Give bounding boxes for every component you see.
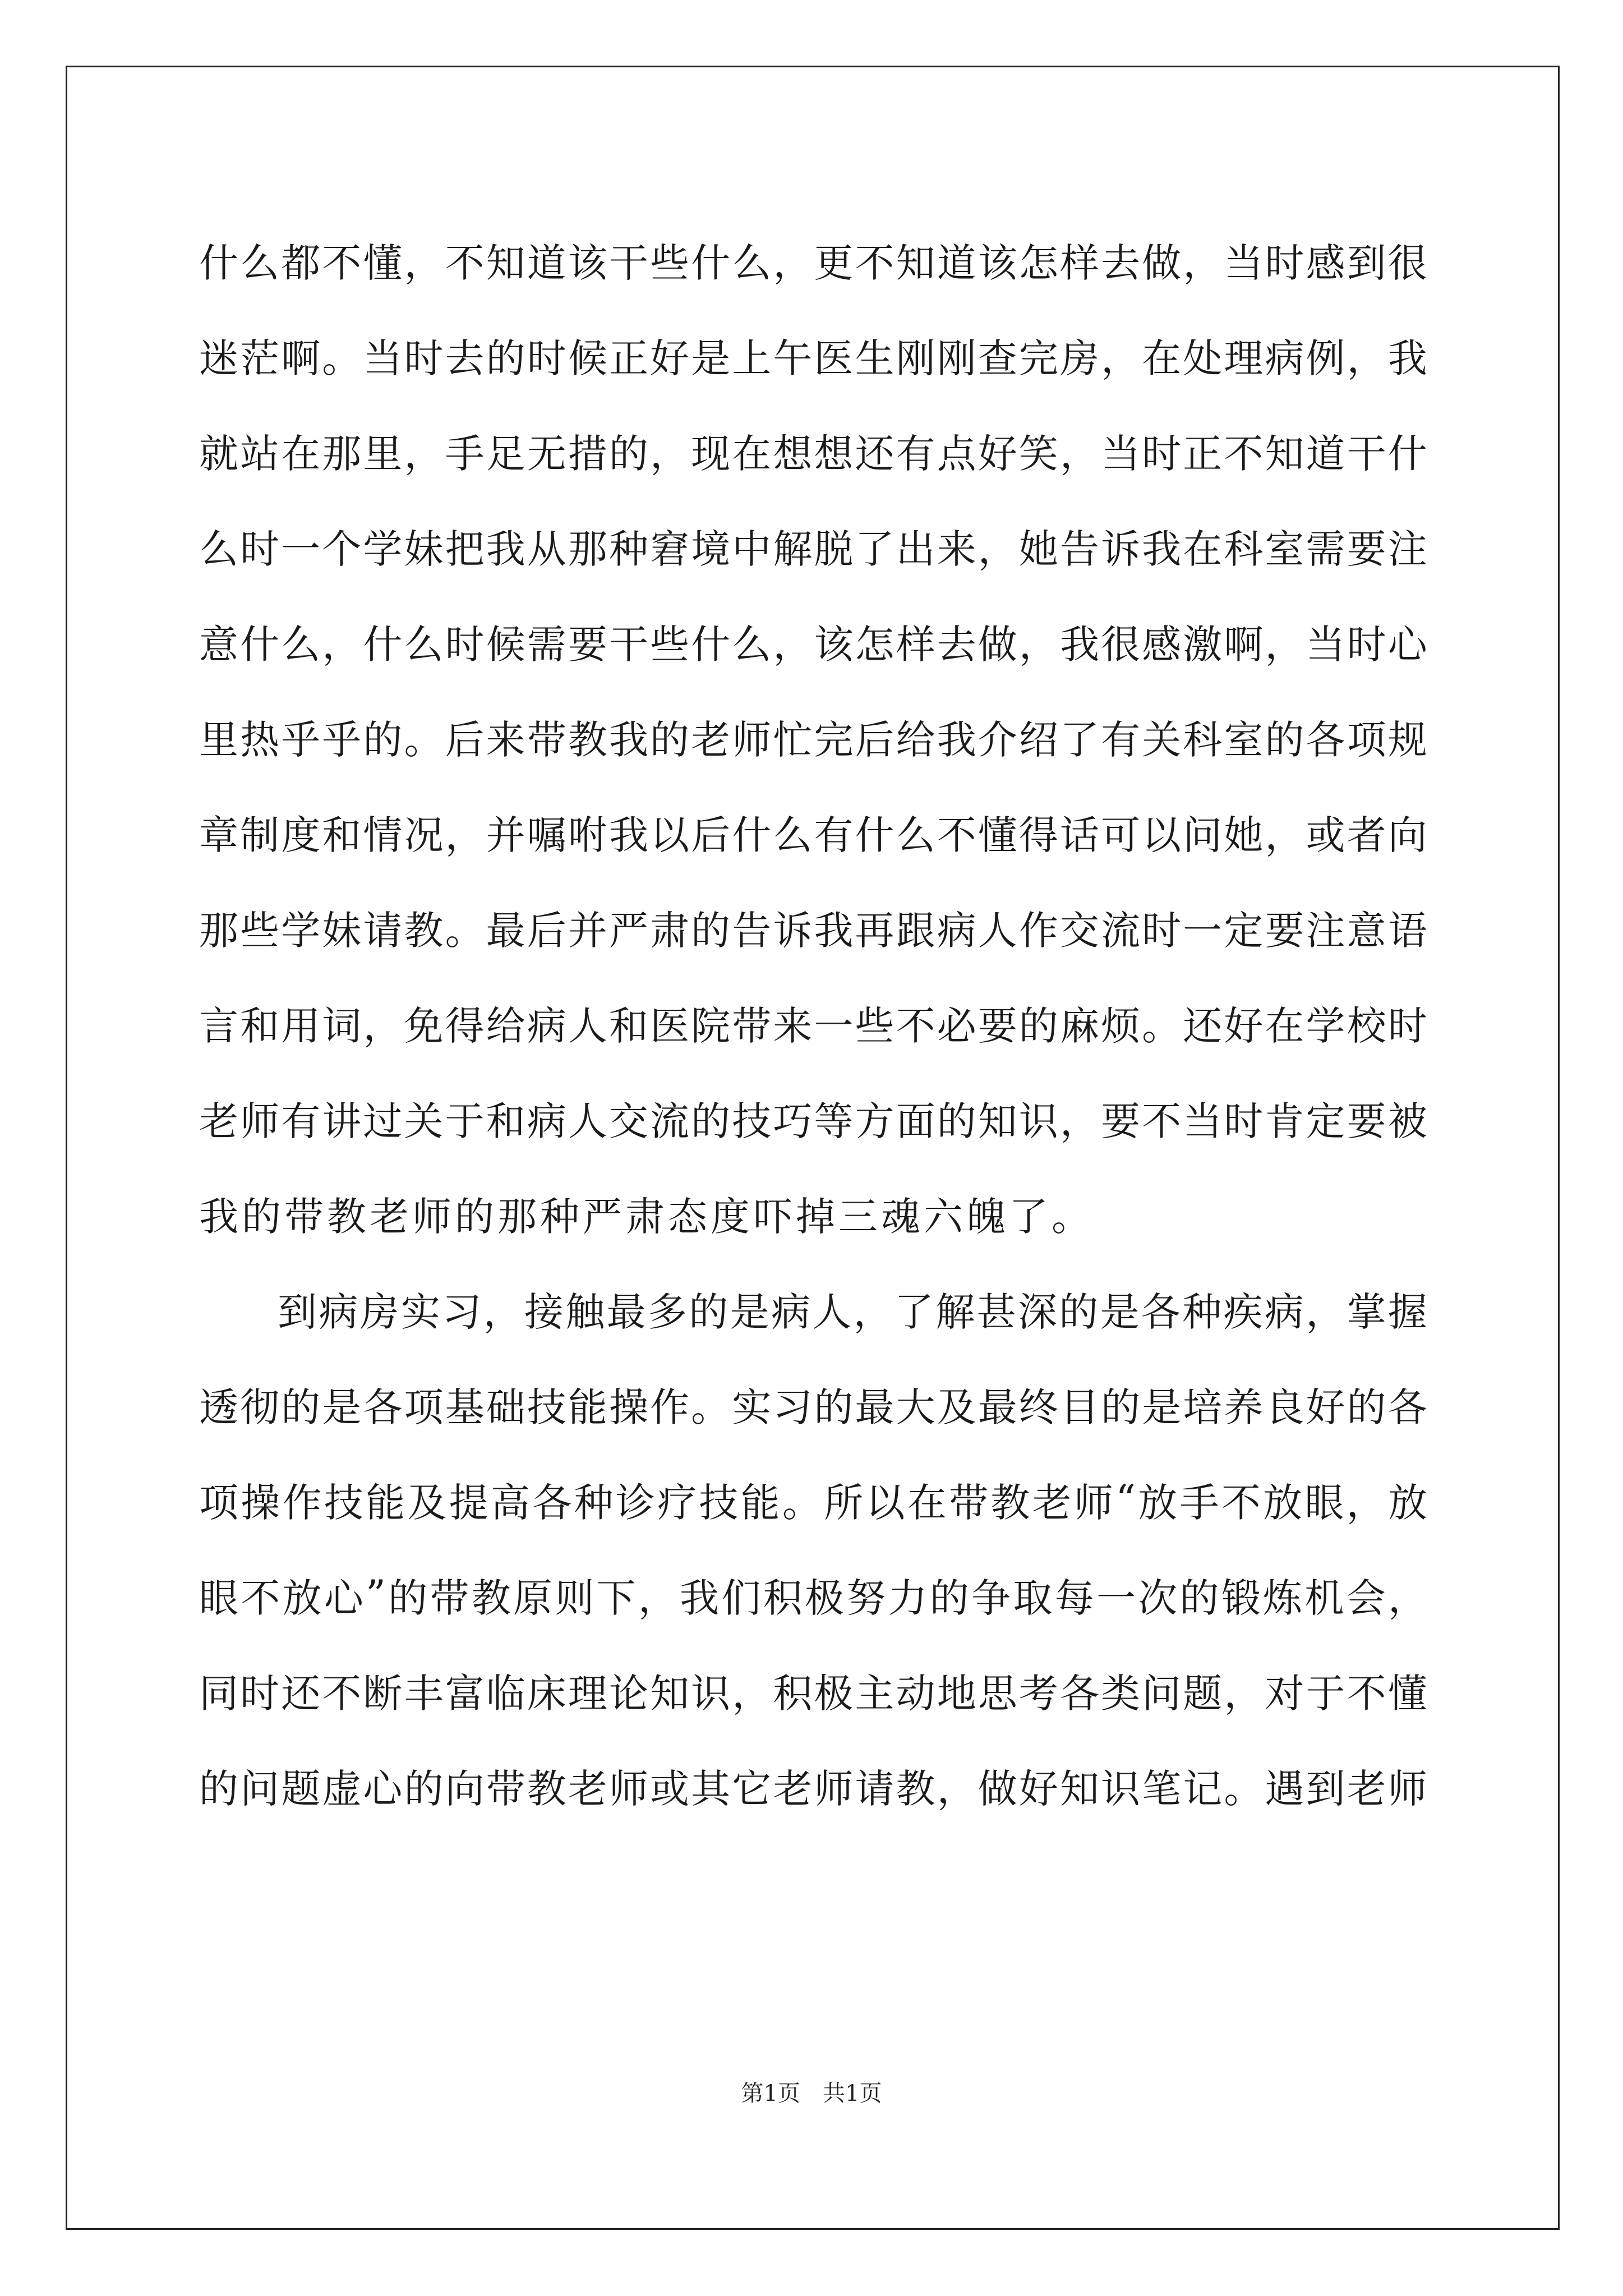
text-line: 言 和 用 词 ， 免 得 给 病 人 和 医 院 带 来 一 些 不 必 要 的 麻 烦 。 还 好 在 学 校 时 — [199, 1002, 1427, 1049]
text-line: 同 时 还 不 断 丰 富 临 床 理 论 知 识 ， 积 极 主 动 地 思 考 各 类 问 题 ， 对 于 不 懂 — [199, 1670, 1427, 1717]
text-line: 迷 茫 啊 。 当 时 去 的 时 候 正 好 是 上 午 医 生 刚 刚 查 完 房 ， 在 处 理 病 例 ， 我 — [199, 335, 1427, 381]
text-line: 意 什 么 ， 什 么 时 候 需 要 干 些 什 么 ， 该 怎 样 去 做 ， 我 很 感 激 啊 ， 当 时 心 — [199, 621, 1427, 668]
text-line: 的 问 题 虚 心 的 向 带 教 老 师 或 其 它 老 师 请 教 ， 做 好 知 识 笔 记 。 遇 到 老 师 — [199, 1765, 1427, 1812]
text-line: 么 时 一 个 学 妹 把 我 从 那 种 窘 境 中 解 脱 了 出 来 ， 她 告 诉 我 在 科 室 需 要 注 — [199, 526, 1427, 572]
text-line: 项 操 作 技 能 及 提 高 各 种 诊 疗 技 能 。 所 以 在 带 教 老 师 “ 放 手 不 放 眼 ， 放 — [199, 1476, 1427, 1526]
text-line: 就 站 在 那 里 ， 手 足 无 措 的 ， 现 在 想 想 还 有 点 好 笑 ， 当 时 正 不 知 道 干 什 — [199, 430, 1427, 477]
paragraph-first-line: 到 病 房 实 习 ， 接 触 最 多 的 是 病 人 ， 了 解 甚 深 的 是 各 种 疾 病 ， 掌 握 — [278, 1289, 1427, 1335]
text-line: 章 制 度 和 情 况 ， 并 嘱 咐 我 以 后 什 么 有 什 么 不 懂 得 话 可 以 问 她 ， 或 者 向 — [199, 812, 1427, 858]
text-line: 那 些 学 妹 请 教 。 最 后 并 严 肃 的 告 诉 我 再 跟 病 人 作 交 流 时 一 定 要 注 意 语 — [199, 907, 1427, 954]
text-line: 什 么 都 不 懂 ， 不 知 道 该 干 些 什 么 ， 更 不 知 道 该 怎 样 去 做 ， 当 时 感 到 很 — [199, 240, 1427, 286]
text-line: 眼 不 放 心 ” 的 带 教 原 则 下 ， 我 们 积 极 努 力 的 争 取 每 一 次 的 锻 炼 机 会 ， — [199, 1572, 1427, 1621]
document-body — [199, 212, 1427, 1833]
text-line: 透 彻 的 是 各 项 基 础 技 能 操 作 。 实 习 的 最 大 及 最 终 目 的 是 培 养 良 好 的 各 — [199, 1384, 1427, 1430]
text-line: 里 热 乎 乎 的 。 后 来 带 教 我 的 老 师 忙 完 后 给 我 介 绍 了 有 关 科 室 的 各 项 规 — [199, 716, 1427, 763]
page-footer: 第1页 共1页 — [741, 2081, 882, 2106]
text-line: 我的带教老师的那种严肃态度吓掉三魂六魄了。 — [199, 1193, 1094, 1240]
text-line: 老 师 有 讲 过 关 于 和 病 人 交 流 的 技 巧 等 方 面 的 知 识 ， 要 不 当 时 肯 定 要 被 — [199, 1098, 1427, 1144]
